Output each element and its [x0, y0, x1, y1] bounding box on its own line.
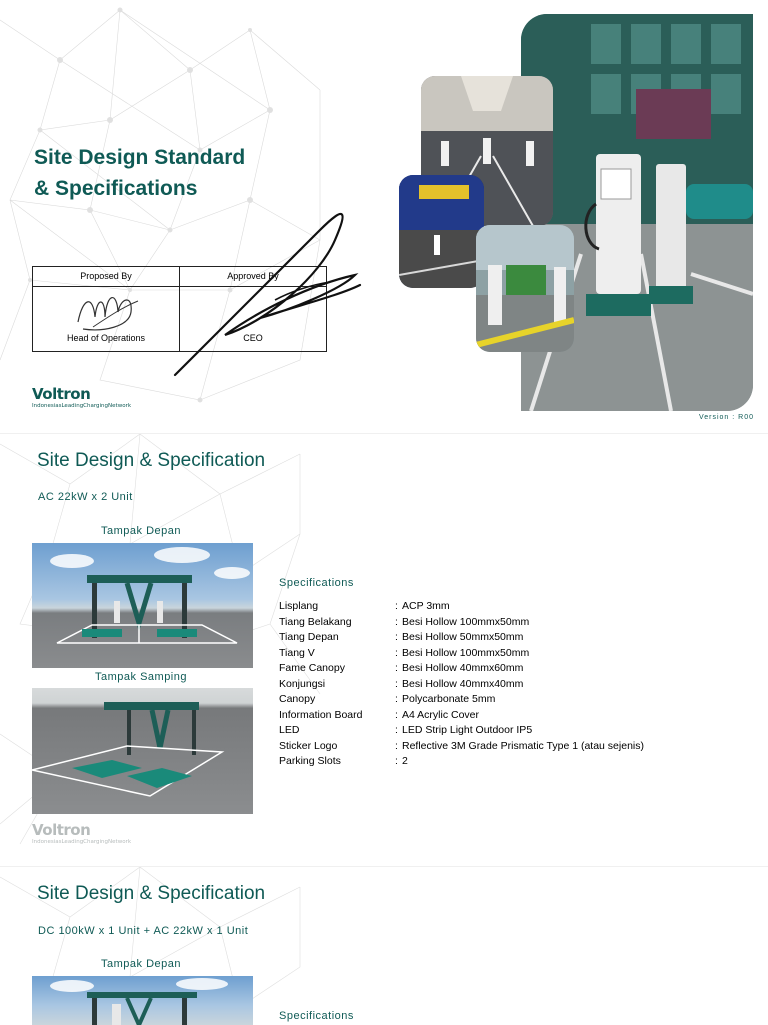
specifications-heading: Specifications: [279, 577, 354, 589]
logo-tagline: IndonesiasLeadingChargingNetwork: [32, 839, 132, 845]
spec-row: [279, 677, 749, 693]
spec-colon: :: [395, 631, 398, 643]
voltron-logo-faded: [32, 822, 131, 846]
cover-title-line2: & Specifications: [34, 177, 198, 200]
spec-colon: :: [395, 615, 398, 628]
proposer-role: Head of Operations: [66, 333, 146, 343]
spec-value: 2: [402, 755, 408, 767]
spec-value: ACP 3mm: [402, 600, 450, 612]
spec-key: Canopy: [279, 693, 316, 705]
spec-value: Reflective 3M Grade Prismatic Type 1 (atau sejenis): [402, 739, 644, 752]
spec-value: Besi Hollow 40mmx60mm: [402, 662, 524, 674]
spec-row: [279, 661, 749, 677]
spec-colon: :: [395, 662, 398, 674]
spec-value: Besi Hollow 50mmx50mm: [402, 631, 524, 643]
spec-value: Besi Hollow 100mmx50mm: [402, 646, 530, 659]
spec-key: Sticker Logo: [279, 739, 338, 752]
spec-key: Tiang Depan: [279, 631, 339, 643]
spec-colon: :: [395, 677, 398, 690]
spec-row: [279, 723, 749, 739]
spec-list: [279, 599, 749, 770]
spec-row: [279, 708, 749, 724]
proposer-signature: [73, 287, 143, 337]
spec-row: [279, 630, 749, 646]
spec-key: LED: [279, 724, 300, 736]
front-view-label: Tampak Depan: [101, 958, 181, 970]
spec-colon: :: [395, 739, 398, 752]
spec-slide-dc: [0, 866, 768, 1025]
front-view-render: [32, 543, 253, 668]
spec-key: Information Board: [279, 708, 363, 721]
outdoor-charger-photo: [476, 225, 574, 352]
approved-by-label: Approved By: [180, 267, 326, 287]
spec-colon: :: [395, 693, 398, 705]
side-view-label: Tampak Samping: [95, 671, 187, 683]
spec-colon: :: [395, 646, 398, 659]
proposed-by-label: Proposed By: [33, 267, 179, 287]
spec-key: Tiang V: [279, 646, 315, 659]
night-site-photo: [399, 175, 484, 288]
front-view-label: Tampak Depan: [101, 525, 181, 537]
cover-title: [34, 142, 245, 204]
front-view-render: [32, 976, 253, 1025]
spec-row: [279, 754, 749, 770]
logo-tagline: IndonesiasLeadingChargingNetwork: [32, 403, 132, 409]
spec-heading: Site Design & Specification: [37, 883, 266, 904]
spec-value: LED Strip Light Outdoor IP5: [402, 724, 533, 736]
spec-value: Besi Hollow 100mmx50mm: [402, 615, 530, 628]
spec-slide-ac: [0, 433, 768, 862]
spec-heading: Site Design & Specification: [37, 450, 266, 471]
spec-colon: :: [395, 600, 398, 612]
config-label: AC 22kW x 2 Unit: [38, 491, 133, 503]
spec-key: Parking Slots: [279, 755, 341, 767]
spec-value: Polycarbonate 5mm: [402, 693, 496, 705]
spec-colon: :: [395, 724, 398, 736]
spec-key: Fame Canopy: [279, 662, 345, 674]
spec-key: Tiang Belakang: [279, 615, 352, 628]
spec-row: [279, 615, 749, 631]
cover-title-line1: Site Design Standard: [34, 146, 246, 169]
side-view-render: [32, 688, 253, 814]
cover-slide: [0, 0, 768, 428]
spec-key: Konjungsi: [279, 677, 326, 690]
approver-signature: [170, 200, 365, 380]
logo-name: Voltron: [32, 385, 91, 403]
specifications-heading: Specifications: [279, 1010, 354, 1022]
voltron-logo: [32, 386, 131, 410]
spec-key: Lisplang: [279, 600, 319, 612]
logo-name: Voltron: [32, 821, 91, 839]
spec-row: [279, 739, 749, 755]
proposed-column: [33, 267, 180, 351]
approver-role: CEO: [243, 333, 263, 343]
version-label: Version : R00: [698, 414, 754, 421]
spec-value: Besi Hollow 40mmx40mm: [402, 677, 524, 690]
spec-colon: :: [395, 708, 398, 721]
config-label: DC 100kW x 1 Unit + AC 22kW x 1 Unit: [38, 925, 249, 937]
spec-row: [279, 692, 749, 708]
spec-row: [279, 599, 749, 615]
spec-row: [279, 646, 749, 662]
spec-colon: :: [395, 755, 398, 767]
spec-value: A4 Acrylic Cover: [402, 708, 480, 721]
